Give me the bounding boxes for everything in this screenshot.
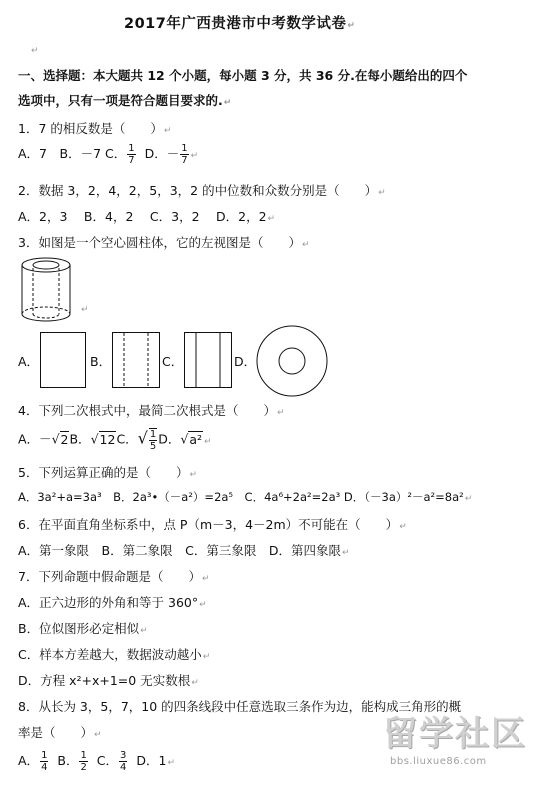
- question-3-option-a-label: A．: [18, 354, 40, 369]
- question-8-stem-line2: 率是（ ）↵: [18, 725, 102, 740]
- question-7-option-a: A．正六边形的外角和等于 360°↵: [18, 595, 207, 610]
- question-2-stem: 2．数据 3，2，4，2，5，3，2 的中位数和众数分别是（ ）↵: [18, 183, 386, 198]
- question-2-options: A．2，3 B．4，2 C．3，2 D．2，2↵: [18, 209, 276, 224]
- hollow-cylinder-figure: [18, 256, 78, 324]
- option-c-solid-rect-figure: [184, 332, 232, 388]
- option-d-ring-figure: [256, 325, 328, 397]
- question-5-options: A．3a²+a=3a³ B．2a³•（－a²）=2a⁵ C．4a⁶+2a²=2a³ D．（－3a）²－a²=8a²↵: [18, 490, 473, 504]
- question-3-option-b-label: B．: [90, 354, 112, 369]
- watermark-logo: 留学社区: [383, 714, 527, 754]
- question-5-stem: 5．下列运算正确的是（ ）↵: [18, 465, 198, 480]
- question-3-stem: 3．如图是一个空心圆柱体，它的左视图是（ ）↵: [18, 235, 310, 250]
- question-6-options: A．第一象限 B．第二象限 C．第三象限 D．第四象限↵: [18, 543, 350, 558]
- section-header-line1: 一、选择题：本大题共 12 个小题，每小题 3 分，共 36 分.在每小题给出的四个: [18, 68, 468, 83]
- watermark-url: bbs.liuxue86.com: [390, 756, 487, 767]
- option-b-dashed-rect-figure: [112, 332, 160, 388]
- question-7-option-b: B．位似图形必定相似↵: [18, 621, 148, 636]
- paragraph-mark-icon: ↵: [347, 21, 356, 31]
- question-4-options: A．－√2B．√12C．√ $\frac{1}{5}$ D．√a² ↵: [18, 428, 212, 452]
- question-1-stem: 1．7 的相反数是（ ）↵: [18, 121, 172, 136]
- fraction: $\frac{1}{7}$: [181, 143, 188, 166]
- question-4-stem: 4．下列二次根式中，最简二次根式是（ ）↵: [18, 403, 285, 418]
- question-7-option-c: C．样本方差越大，数据波动越小↵: [18, 647, 211, 662]
- question-8-stem-line1: 8．从长为 3，5，7，10 的四条线段中任意选取三条作为边，能构成三角形的概: [18, 699, 462, 714]
- paragraph-mark-icon: ↵: [31, 46, 39, 56]
- question-3-option-d-label: D．: [234, 354, 257, 369]
- page-title: [124, 12, 355, 33]
- option-a-square-figure: [40, 332, 86, 388]
- question-6-stem: 6．在平面直角坐标系中，点 P（m－3，4－2m）不可能在（ ）↵: [18, 517, 407, 532]
- question-3-option-c-label: C．: [162, 354, 184, 369]
- paragraph-mark-icon: ↵: [81, 305, 89, 315]
- fraction: $\frac{1}{2}$: [80, 750, 87, 773]
- question-8-options: A． $\frac{1}{4}$ B． $\frac{1}{2}$ C． $\frac{3}{4}$ D．1↵: [18, 750, 175, 773]
- title-text: 2017年广西贵港市中考数学试卷: [124, 16, 347, 32]
- fraction: $\frac{1}{5}$: [149, 429, 157, 452]
- fraction: $\frac{1}{7}$: [128, 143, 135, 166]
- question-7-stem: 7．下列命题中假命题是（ ）↵: [18, 569, 210, 584]
- fraction: $\frac{1}{4}$: [41, 750, 48, 773]
- fraction: $\frac{3}{4}$: [120, 750, 127, 773]
- section-header-line2: 选项中，只有一项是符合题目要求的.↵: [18, 93, 232, 108]
- question-1-options: A．7 B．－7 C． $\frac{1}{7}$ D．－ $\frac{1}{7}$ ↵: [18, 143, 199, 166]
- question-7-option-d: D．方程 x²+x+1=0 无实数根↵: [18, 673, 199, 688]
